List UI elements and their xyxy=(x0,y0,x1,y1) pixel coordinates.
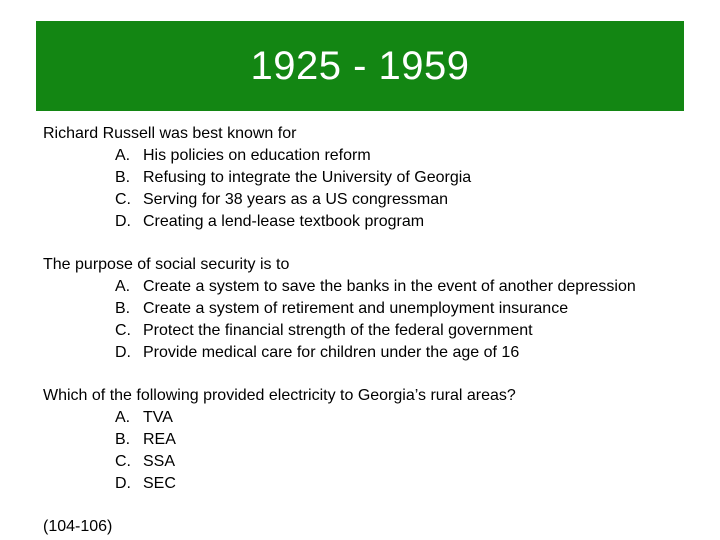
answer-option xyxy=(43,145,713,167)
answer-option xyxy=(43,167,713,189)
option-letter: C. xyxy=(115,191,131,208)
page-reference: (104-106) xyxy=(43,518,113,535)
option-letter: C. xyxy=(115,453,131,470)
option-letter: A. xyxy=(115,278,131,295)
option-text: Protect the financial strength of the federal government xyxy=(143,322,533,339)
slide-title: 1925 - 1959 xyxy=(250,43,470,88)
question-3 xyxy=(43,385,713,495)
question-2 xyxy=(43,254,713,364)
option-text: Provide medical care for children under the age of 16 xyxy=(143,344,520,361)
answer-option xyxy=(43,211,713,233)
option-text: Create a system of retirement and unemployment insurance xyxy=(143,300,569,317)
option-letter: B. xyxy=(115,300,131,317)
option-letter: B. xyxy=(115,431,131,448)
answer-option xyxy=(43,189,713,211)
option-letter: A. xyxy=(115,147,131,164)
option-text: SEC xyxy=(143,475,176,492)
option-letter: B. xyxy=(115,169,131,186)
option-text: REA xyxy=(143,431,176,448)
option-letter: D. xyxy=(115,213,131,230)
question-prompt: Which of the following provided electricity to Georgia’s rural areas? xyxy=(43,387,516,404)
answer-option xyxy=(43,407,713,429)
answer-option xyxy=(43,473,713,495)
question-prompt: Richard Russell was best known for xyxy=(43,125,297,142)
question-prompt: The purpose of social security is to xyxy=(43,256,290,273)
answer-option xyxy=(43,451,713,473)
question-list xyxy=(43,123,713,538)
option-text: His policies on education reform xyxy=(143,147,371,164)
option-letter: C. xyxy=(115,322,131,339)
answer-option xyxy=(43,320,713,342)
answer-option xyxy=(43,298,713,320)
option-text: Refusing to integrate the University of Georgia xyxy=(143,169,472,186)
option-text: SSA xyxy=(143,453,176,470)
title-bar xyxy=(36,21,684,111)
option-letter: D. xyxy=(115,475,131,492)
answer-option xyxy=(43,276,713,298)
answer-option xyxy=(43,342,713,364)
question-1 xyxy=(43,123,713,233)
answer-option xyxy=(43,429,713,451)
option-text: Creating a lend-lease textbook program xyxy=(143,213,425,230)
option-text: Create a system to save the banks in the event of another depression xyxy=(143,278,636,295)
option-letter: D. xyxy=(115,344,131,361)
option-text: Serving for 38 years as a US congressman xyxy=(143,191,449,208)
option-letter: A. xyxy=(115,409,131,426)
option-text: TVA xyxy=(143,409,173,426)
